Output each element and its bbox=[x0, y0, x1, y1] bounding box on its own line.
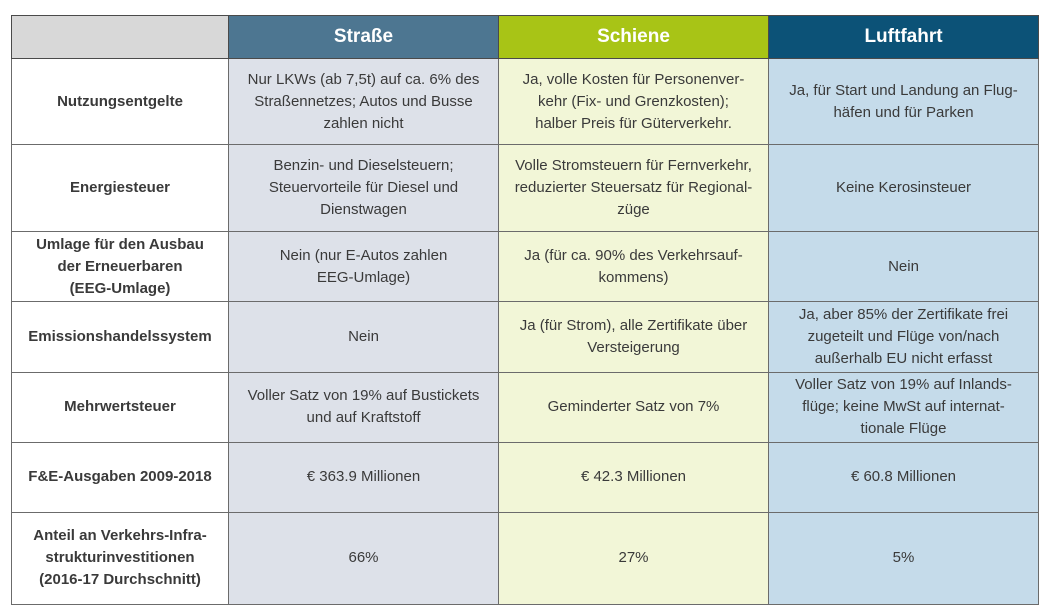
cell-schiene: Geminderter Satz von 7% bbox=[499, 372, 769, 442]
row-label: Umlage für den Ausbau der Erneuerbaren (EEG-Umlage) bbox=[12, 232, 229, 302]
comparison-table bbox=[11, 15, 1039, 605]
cell-luftfahrt: Ja, aber 85% der Zertifikate frei zugeteilt und Flüge von/nach außerhalb EU nicht erfasst bbox=[769, 302, 1039, 372]
table-row-fe-ausgaben bbox=[12, 442, 1039, 512]
header-corner bbox=[12, 16, 229, 59]
cell-strasse: Nein (nur E-Autos zahlen EEG-Umlage) bbox=[229, 232, 499, 302]
cell-schiene: Volle Stromsteuern für Fernverkehr, reduzierter Steuersatz für Regional- züge bbox=[499, 145, 769, 232]
row-label: Mehrwertsteuer bbox=[12, 372, 229, 442]
table-row-eeg-umlage bbox=[12, 232, 1039, 302]
row-label: F&E-Ausgaben 2009-2018 bbox=[12, 442, 229, 512]
table-row-mehrwertsteuer bbox=[12, 372, 1039, 442]
cell-luftfahrt: Ja, für Start und Landung an Flug- häfen und für Parken bbox=[769, 59, 1039, 145]
column-header-luftfahrt: Luftfahrt bbox=[769, 16, 1039, 59]
cell-schiene: Ja, volle Kosten für Personenver- kehr (Fix- und Grenzkosten); halber Preis für Güterverkehr. bbox=[499, 59, 769, 145]
cell-strasse: Nur LKWs (ab 7,5t) auf ca. 6% des Straßennetzes; Autos und Busse zahlen nicht bbox=[229, 59, 499, 145]
table-row-infrastruktur-anteil bbox=[12, 512, 1039, 604]
table-row-emissionshandel bbox=[12, 302, 1039, 372]
cell-strasse: 66% bbox=[229, 512, 499, 604]
cell-luftfahrt: Voller Satz von 19% auf Inlands- flüge; keine MwSt auf internat- tionale Flüge bbox=[769, 372, 1039, 442]
row-label: Emissionshandelssystem bbox=[12, 302, 229, 372]
table-row-nutzungsentgelte bbox=[12, 59, 1039, 145]
cell-strasse: Benzin- und Dieselsteuern; Steuervorteile für Diesel und Dienstwagen bbox=[229, 145, 499, 232]
cell-schiene: € 42.3 Millionen bbox=[499, 442, 769, 512]
table-row-energiesteuer bbox=[12, 145, 1039, 232]
row-label: Anteil an Verkehrs-Infra- strukturinvestitionen (2016-17 Durchschnitt) bbox=[12, 512, 229, 604]
cell-luftfahrt: € 60.8 Millionen bbox=[769, 442, 1039, 512]
cell-schiene: Ja (für Strom), alle Zertifikate über Versteigerung bbox=[499, 302, 769, 372]
cell-strasse: Voller Satz von 19% auf Bustickets und auf Kraftstoff bbox=[229, 372, 499, 442]
row-label: Nutzungsentgelte bbox=[12, 59, 229, 145]
row-label: Energiesteuer bbox=[12, 145, 229, 232]
column-header-schiene: Schiene bbox=[499, 16, 769, 59]
cell-luftfahrt: Nein bbox=[769, 232, 1039, 302]
column-header-strasse: Straße bbox=[229, 16, 499, 59]
cell-strasse: € 363.9 Millionen bbox=[229, 442, 499, 512]
cell-strasse: Nein bbox=[229, 302, 499, 372]
cell-schiene: 27% bbox=[499, 512, 769, 604]
cell-luftfahrt: 5% bbox=[769, 512, 1039, 604]
cell-luftfahrt: Keine Kerosinsteuer bbox=[769, 145, 1039, 232]
header-row bbox=[12, 16, 1039, 59]
cell-schiene: Ja (für ca. 90% des Verkehrsauf- kommens) bbox=[499, 232, 769, 302]
